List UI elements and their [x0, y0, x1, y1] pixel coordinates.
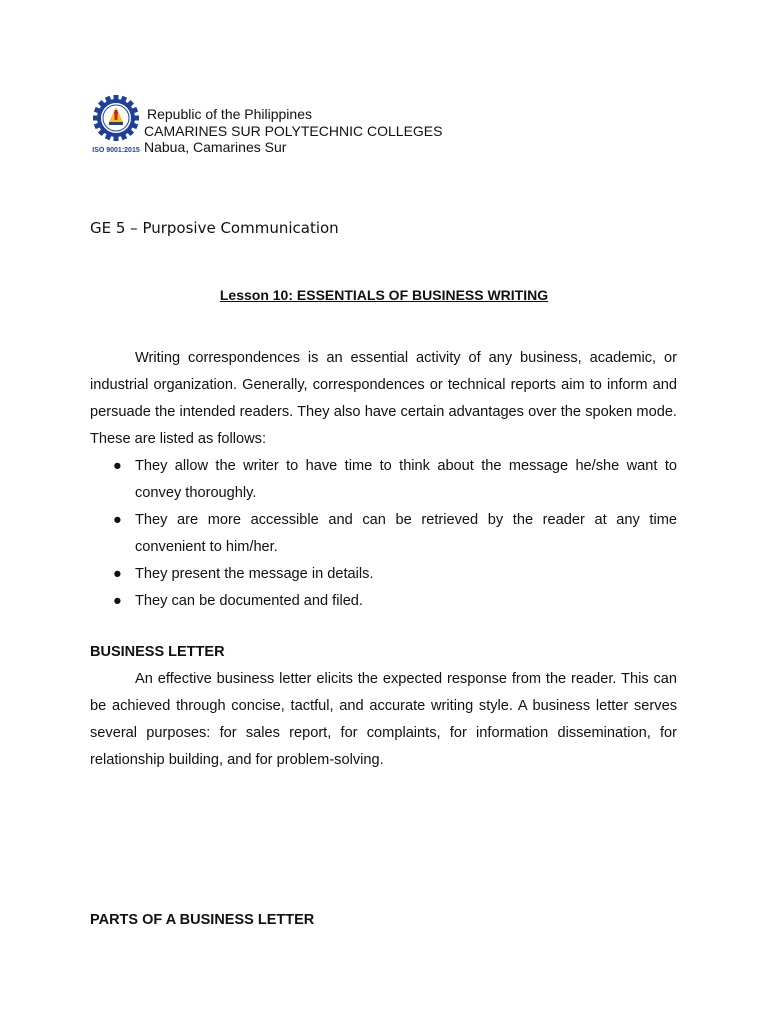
advantages-list [90, 453, 677, 615]
bullet-icon: ● [113, 566, 122, 582]
lesson-title: Lesson 10: ESSENTIALS OF BUSINESS WRITING [219, 287, 549, 303]
header-republic: Republic of the Philippines [147, 106, 312, 122]
institution-header [144, 106, 442, 156]
business-letter-heading: BUSINESS LETTER [90, 644, 225, 660]
intro-paragraph: Writing correspondences is an essential activity of any business, academic, or industrial organization. Generally, correspondences or technical reports aim to inform and persuade the intended readers. They also have certain advantages over the spoken mode. These are listed as follows: [90, 350, 677, 447]
bullet-icon: ● [113, 458, 122, 474]
business-letter-section [90, 666, 677, 774]
bullet-icon: ● [113, 512, 122, 528]
course-title: GE 5 – Purposive Communication [90, 219, 339, 237]
list-item: ● They present the message in details. [90, 561, 677, 588]
header-address: Nabua, Camarines Sur [144, 139, 287, 155]
bullet-icon: ● [113, 593, 122, 609]
college-seal-logo [90, 94, 142, 156]
header-college-name: CAMARINES SUR POLYTECHNIC COLLEGES [144, 122, 443, 139]
list-item: ● They can be documented and filed. [90, 588, 677, 615]
parts-of-business-letter-heading: PARTS OF A BUSINESS LETTER [90, 912, 315, 928]
list-item: ● They allow the writer to have time to think about the message he/she want to convey thoroughly. [90, 453, 677, 507]
business-letter-paragraph: An effective business letter elicits the expected response from the reader. This can be achieved through concise, tactful, and accurate writing style. A business letter serves several purposes: for sales report, for complaints, for information dissemination, for relationship building, and for problem-solving. [90, 671, 677, 768]
intro-section [90, 345, 677, 615]
list-item: ● They are more accessible and can be retrieved by the reader at any time convenient to him/her. [90, 507, 677, 561]
logo-caption: ISO 9001:2015 [92, 147, 140, 154]
